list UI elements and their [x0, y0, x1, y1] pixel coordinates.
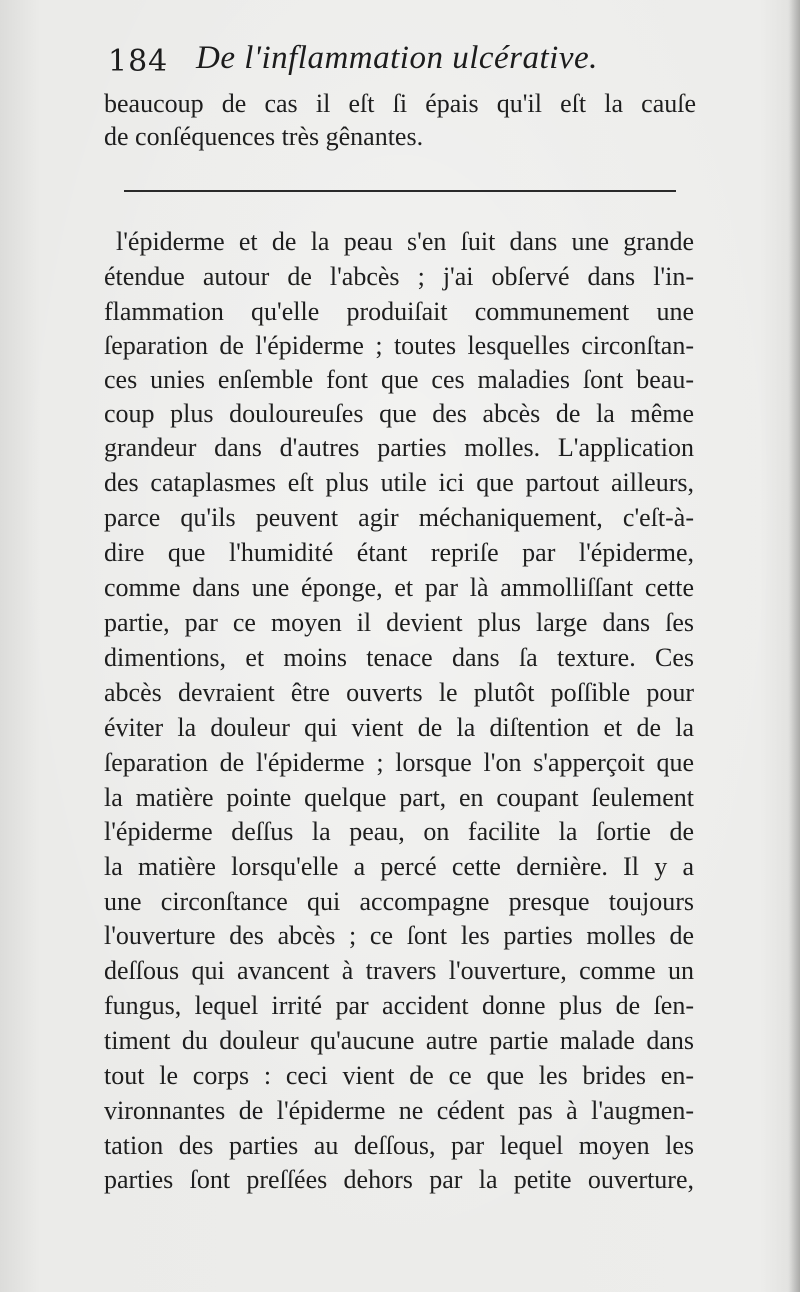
text-line: ces unies enſemble font que ces maladies ſont beau- — [104, 365, 694, 394]
text-line: grandeur dans d'autres parties molles. L'application — [104, 433, 694, 462]
text-line: de conſéquences très gênantes. — [104, 122, 424, 151]
text-line: deſſous qui avancent à travers l'ouverture, comme un — [104, 956, 694, 985]
text-line: flammation qu'elle produiſait communement une — [104, 297, 694, 326]
text-line: fungus, lequel irrité par accident donne plus de ſen- — [104, 991, 694, 1020]
page-number: 184 — [108, 44, 169, 79]
text-line: étendue autour de l'abcès ; j'ai obſervé dans l'in- — [104, 262, 694, 291]
text-line: l'épiderme et de la peau s'en ſuit dans une grande — [116, 227, 694, 256]
text-line: ſeparation de l'épiderme ; lorsque l'on s'apperçoit que — [104, 748, 694, 777]
text-line: partie, par ce moyen il devient plus large dans ſes — [104, 608, 694, 637]
text-line: ſeparation de l'épiderme ; toutes lesquelles circonſtan- — [104, 331, 694, 360]
text-line: dimentions, et moins tenace dans ſa texture. Ces — [104, 643, 694, 672]
section-rule — [124, 190, 676, 192]
text-line: une circonſtance qui accompagne presque toujours — [104, 887, 694, 916]
page-header — [108, 40, 708, 90]
text-line: la matière pointe quelque part, en coupant ſeulement — [104, 783, 694, 812]
text-line: coup plus douloureuſes que des abcès de la même — [104, 399, 694, 428]
text-line: abcès devraient être ouverts le plutôt poſſible pour — [104, 678, 694, 707]
text-line: parce qu'ils peuvent agir méchaniquement, c'eſt-à- — [104, 503, 694, 532]
page-edge-shadow — [788, 0, 800, 1292]
text-line: des cataplasmes eſt plus utile ici que partout ailleurs, — [104, 468, 694, 497]
text-line: timent du douleur qu'aucune autre partie malade dans — [104, 1026, 694, 1055]
text-line: tout le corps : ceci vient de ce que les brides en- — [104, 1061, 694, 1090]
text-line: vironnantes de l'épiderme ne cédent pas à l'augmen- — [104, 1096, 694, 1125]
text-line: dire que l'humidité étant repriſe par l'épiderme, — [104, 538, 694, 567]
text-line: beaucoup de cas il eſt ſi épais qu'il eſt la cauſe — [104, 89, 696, 118]
text-line: éviter la douleur qui vient de la diſtention et de la — [104, 713, 694, 742]
text-line: l'ouverture des abcès ; ce ſont les parties molles de — [104, 921, 694, 950]
text-line: l'épiderme deſſus la peau, on facilite la ſortie de — [104, 817, 694, 846]
text-line: tation des parties au deſſous, par lequel moyen les — [104, 1131, 694, 1160]
text-line: parties ſont preſſées dehors par la petite ouverture, — [104, 1165, 694, 1194]
text-line: la matière lorsqu'elle a percé cette dernière. Il y a — [104, 852, 694, 881]
running-title: De l'inflammation ulcérative. — [196, 40, 598, 76]
text-line: comme dans une éponge, et par là ammolliſſant cette — [104, 573, 694, 602]
